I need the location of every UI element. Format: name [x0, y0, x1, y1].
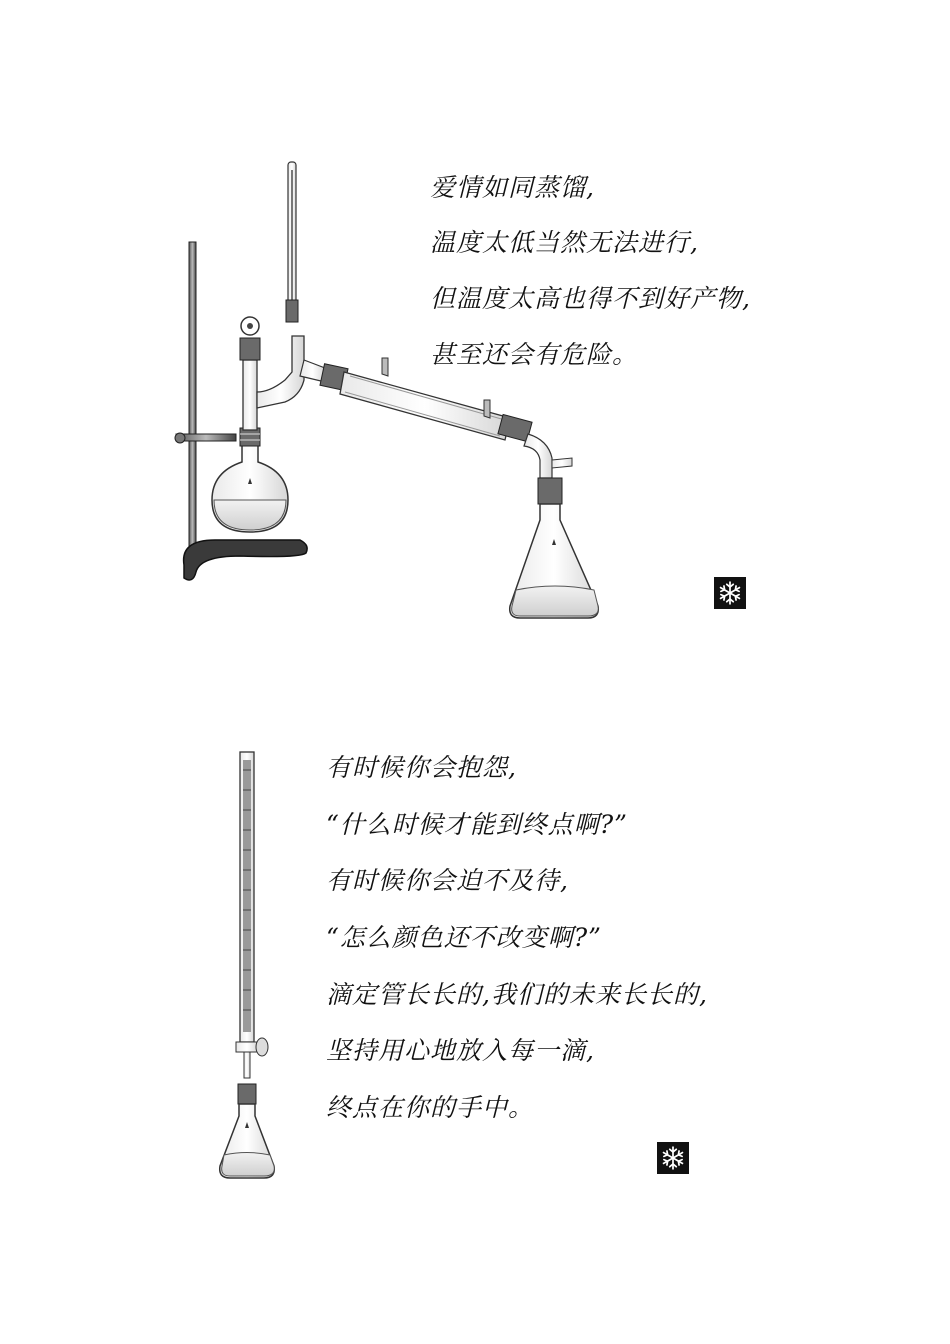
titration-apparatus — [220, 752, 275, 1178]
titration-flask — [220, 1084, 275, 1178]
poem-line: “怎么颜色还不改变啊?” — [326, 923, 602, 952]
poem-line: “什么时候才能到终点啊?” — [326, 810, 628, 839]
poem-line: 有时候你会迫不及待, — [326, 866, 569, 895]
receiving-flask — [510, 478, 599, 618]
poem-line: 甚至还会有危险。 — [430, 340, 639, 369]
poem-line: 有时候你会抱怨, — [326, 753, 517, 782]
poem-line: 终点在你的手中。 — [326, 1093, 535, 1122]
poem-line: 滴定管长长的,我们的未来长长的, — [326, 980, 708, 1009]
poem-line: 温度太低当然无法进行, — [430, 228, 699, 257]
snowflake-icon — [657, 1142, 689, 1174]
snowflake-icon — [714, 577, 746, 609]
poem-line: 但温度太高也得不到好产物, — [430, 284, 751, 313]
condenser — [300, 358, 572, 478]
distillation-head — [240, 317, 304, 430]
poem-line: 坚持用心地放入每一滴, — [326, 1036, 595, 1065]
round-bottom-flask — [212, 428, 288, 532]
thermometer — [286, 162, 298, 322]
burette — [236, 752, 268, 1078]
poem-line: 爱情如同蒸馏, — [430, 173, 595, 202]
